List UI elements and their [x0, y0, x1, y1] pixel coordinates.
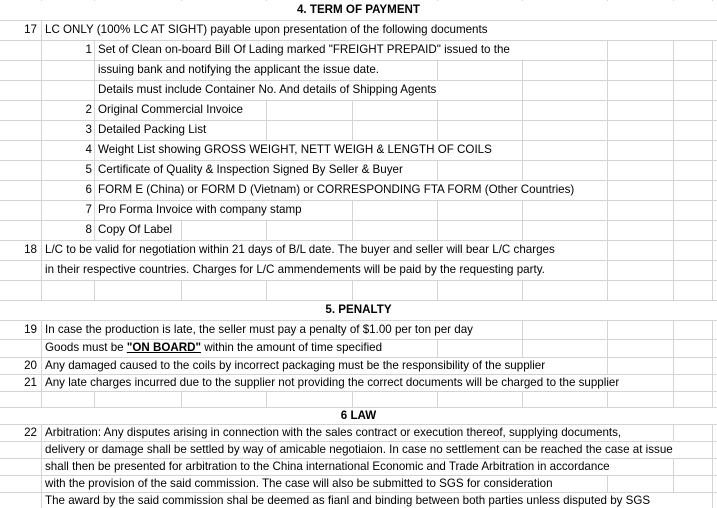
document-number[interactable]: 5	[85, 163, 92, 176]
document-text[interactable]: Copy Of Label	[98, 223, 173, 236]
document-text[interactable]: issuing bank and notifying the applicant the issue date.	[98, 63, 380, 76]
clause-text-prefix: Goods must be	[45, 341, 127, 354]
clause-text[interactable]: LC ONLY (100% LC AT SIGHT) payable upon presentation of the following documents	[45, 23, 488, 36]
clause-text[interactable]: L/C to be valid for negotiation within 21 days of B/L date. The buyer and seller will bear L/C charges	[45, 243, 555, 256]
row-number-19[interactable]: 19	[24, 323, 37, 336]
clause-text[interactable]: shall then be presented for arbitration to the China international Economic and Trade Arbitration in accordance	[45, 460, 610, 473]
document-text[interactable]: Pro Forma Invoice with company stamp	[98, 203, 302, 216]
document-text[interactable]: Weight List showing GROSS WEIGHT, NETT WEIGH & LENGTH OF COILS	[98, 143, 492, 156]
document-number[interactable]: 1	[85, 43, 92, 56]
column-gridline	[673, 0, 674, 508]
document-number[interactable]: 2	[85, 103, 92, 116]
row-number-17[interactable]: 17	[24, 23, 37, 36]
clause-text[interactable]: Any late charges incurred due to the supplier not providing the correct documents will be charged to the supplier	[45, 376, 620, 389]
clause-text[interactable]: The award by the said commission shal be deemed as fianl and binding between both parties unless disputed by SGS	[45, 494, 651, 507]
row-number-22[interactable]: 22	[24, 426, 37, 439]
document-number[interactable]: 4	[85, 143, 92, 156]
clause-text[interactable]: delivery or damage shall be settled by way of amicable negotiaion. In case no settlement can be reached the case at issue	[45, 443, 673, 456]
clause-text[interactable]: in their respective countries. Charges for L/C ammendements will be paid by the requesting party.	[45, 263, 545, 276]
clause-text-on-board[interactable]	[45, 339, 382, 357]
column-gridline	[712, 0, 713, 508]
section-title-law[interactable]: 6 LAW	[340, 409, 377, 422]
document-text[interactable]: Set of Clean on-board Bill Of Lading marked "FREIGHT PREPAID" issued to the	[98, 43, 510, 56]
document-number[interactable]: 7	[85, 203, 92, 216]
clause-text[interactable]: In case the production is late, the seller must pay a penalty of $1.00 per ton per day	[45, 323, 473, 336]
clause-text[interactable]: Arbitration: Any disputes arising in connection with the sales contract or execution thereof, supplying documents,	[45, 426, 622, 439]
document-text[interactable]: Certificate of Quality & Inspection Signed By Seller & Buyer	[98, 163, 403, 176]
document-text[interactable]: Original Commercial Invoice	[98, 103, 243, 116]
on-board-emphasis: "ON BOARD"	[126, 341, 201, 354]
row-number-20[interactable]: 20	[24, 359, 37, 372]
clause-text[interactable]: Any damaged caused to the coils by incorrect packaging must be the responsibility of the supplier	[45, 359, 546, 372]
document-number[interactable]: 8	[85, 223, 92, 236]
clause-text[interactable]: with the provision of the said commission. The case will also be submitted to SGS for consideration	[45, 477, 553, 490]
section-title-payment[interactable]: 4. TERM OF PAYMENT	[296, 3, 421, 16]
row-gridline	[0, 280, 717, 281]
document-text[interactable]: Detailed Packing List	[98, 123, 207, 136]
document-number[interactable]: 6	[85, 183, 92, 196]
row-number-21[interactable]: 21	[24, 376, 37, 389]
clause-text-suffix: within the amount of time specified	[200, 341, 383, 354]
row-number-18[interactable]: 18	[24, 243, 37, 256]
document-number[interactable]: 3	[85, 123, 92, 136]
section-title-penalty[interactable]: 5. PENALTY	[325, 303, 392, 316]
document-text[interactable]: FORM E (China) or FORM D (Vietnam) or CORRESPONDING FTA FORM (Other Countries)	[98, 183, 575, 196]
document-text[interactable]: Details must include Container No. And details of Shipping Agents	[98, 83, 437, 96]
